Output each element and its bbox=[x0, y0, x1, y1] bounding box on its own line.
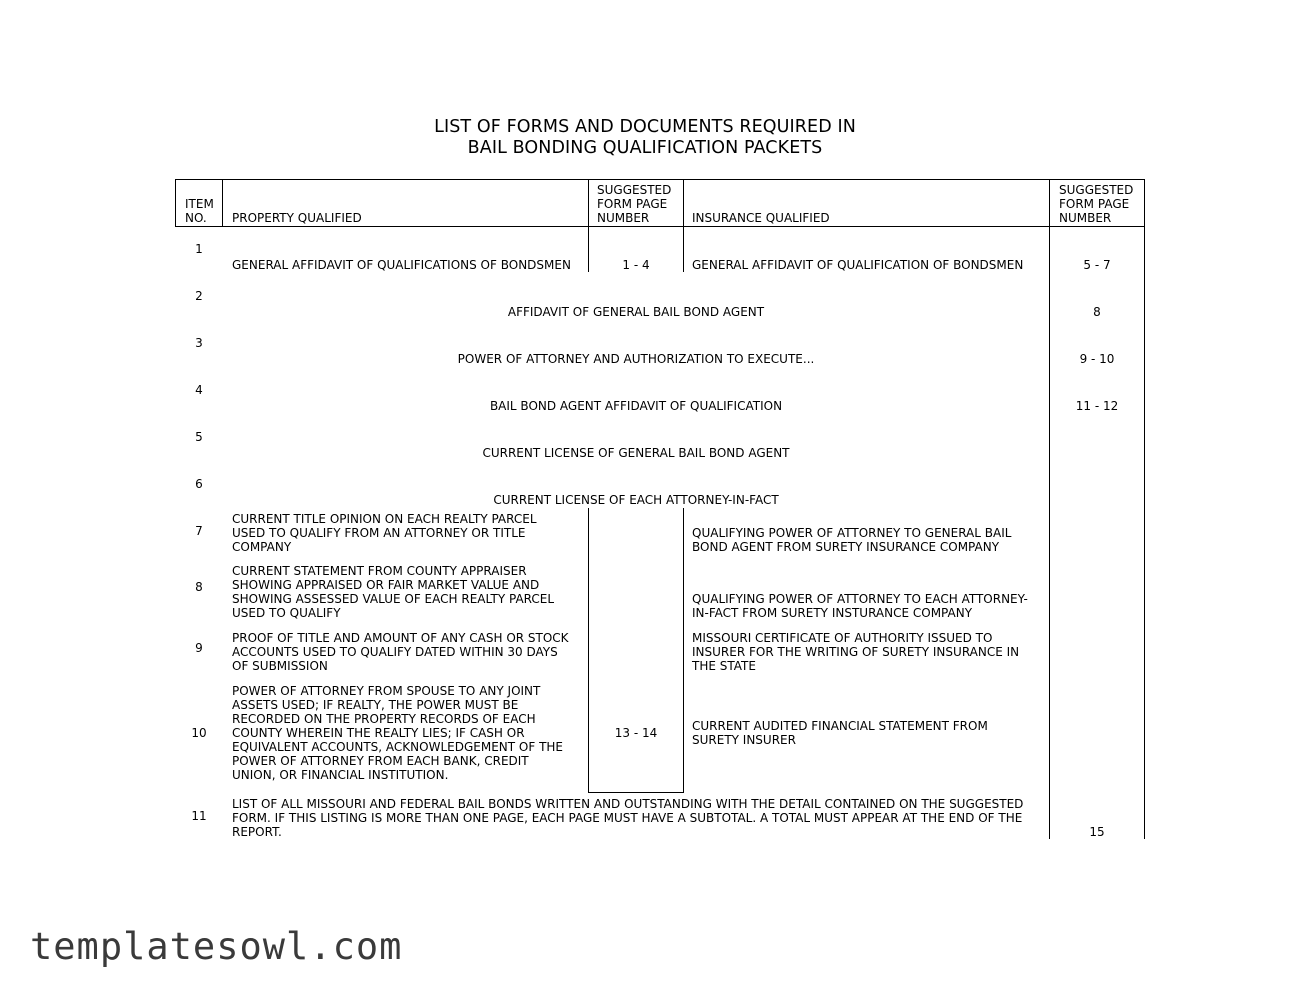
item-number: 1 bbox=[195, 242, 203, 256]
property-form-page: 1 - 4 bbox=[622, 258, 650, 272]
property-requirement: PROOF OF TITLE AND AMOUNT OF ANY CASH OR STOCK ACCOUNTS USED TO QUALIFY DATED WITHIN 30 DAYS OF SUBMISSION bbox=[232, 631, 569, 673]
header-left-border bbox=[175, 179, 176, 227]
insurance-form-page: 15 bbox=[1089, 825, 1105, 839]
property-requirement: CURRENT TITLE OPINION ON EACH REALTY PARCEL USED TO QUALIFY FROM AN ATTORNEY OR TITLE COMPANY bbox=[232, 512, 537, 554]
header-divider-item bbox=[222, 179, 223, 227]
right-page-column-left-border bbox=[1049, 179, 1050, 839]
property-requirement: CURRENT STATEMENT FROM COUNTY APPRAISER SHOWING APPRAISED OR FAIR MARKET VALUE AND SHOWING ASSESSED VALUE OF EACH REALTY PARCEL USED TO QUALIFY bbox=[232, 564, 555, 620]
insurance-requirement: GENERAL AFFIDAVIT OF QUALIFICATION OF BONDSMEN bbox=[692, 258, 1024, 272]
insurance-form-page: 11 - 12 bbox=[1075, 399, 1119, 413]
insurance-requirement: CURRENT AUDITED FINANCIAL STATEMENT FROM SURETY INSURER bbox=[692, 719, 988, 747]
title-line-2: BAIL BONDING QUALIFICATION PACKETS bbox=[467, 138, 823, 158]
header-item-no: ITEM NO. bbox=[185, 197, 214, 225]
combined-requirement: POWER OF ATTORNEY AND AUTHORIZATION TO EXECUTE... bbox=[457, 352, 815, 366]
header-insurance-qualified: INSURANCE QUALIFIED bbox=[692, 211, 830, 225]
combined-requirement: BAIL BOND AGENT AFFIDAVIT OF QUALIFICATION bbox=[489, 399, 783, 413]
property-requirement: GENERAL AFFIDAVIT OF QUALIFICATIONS OF BONDSMEN bbox=[232, 258, 571, 272]
insurance-form-page: 5 - 7 bbox=[1083, 258, 1111, 272]
title-line-1: LIST OF FORMS AND DOCUMENTS REQUIRED IN bbox=[434, 117, 856, 137]
combined-requirement: CURRENT LICENSE OF EACH ATTORNEY-IN-FACT bbox=[493, 493, 779, 507]
header-property-qualified: PROPERTY QUALIFIED bbox=[232, 211, 362, 225]
header-top-border bbox=[175, 179, 1145, 180]
insurance-requirement: QUALIFYING POWER OF ATTORNEY TO GENERAL BAIL BOND AGENT FROM SURETY INSURANCE COMPANY bbox=[692, 526, 1012, 554]
row1-page-right-border bbox=[683, 226, 684, 272]
combined-requirement: CURRENT LICENSE OF GENERAL BAIL BOND AGENT bbox=[482, 446, 790, 460]
property-form-page: 13 - 14 bbox=[614, 726, 658, 740]
document-title bbox=[0, 117, 1290, 159]
header-suggested-form-page-left: SUGGESTED FORM PAGE NUMBER bbox=[597, 183, 672, 225]
insurance-form-page: 9 - 10 bbox=[1079, 352, 1115, 366]
insurance-form-page: 8 bbox=[1093, 305, 1101, 319]
item-number: 3 bbox=[195, 336, 203, 350]
watermark-text: templatesowl.com bbox=[30, 925, 403, 968]
item-number: 5 bbox=[195, 430, 203, 444]
header-suggested-form-page-right: SUGGESTED FORM PAGE NUMBER bbox=[1059, 183, 1134, 225]
combined-requirement: LIST OF ALL MISSOURI AND FEDERAL BAIL BONDS WRITTEN AND OUTSTANDING WITH THE DETAIL CONTAINED ON THE SUGGESTED FORM. IF THIS LISTING IS MORE THAN ONE PAGE, EACH PAGE MUST HAVE A SUBTOTAL. A TOTAL MUST APPEAR AT THE END OF THE REPORT. bbox=[232, 797, 1024, 839]
right-page-column-right-border bbox=[1144, 179, 1145, 839]
item-number: 10 bbox=[191, 726, 207, 740]
item-number: 9 bbox=[195, 641, 203, 655]
property-requirement: POWER OF ATTORNEY FROM SPOUSE TO ANY JOINT ASSETS USED; IF REALTY, THE POWER MUST BE RECORDED ON THE PROPERTY RECORDS OF EACH COUNTY WHEREIN THE REALTY LIES; IF CASH OR EQUIVALENT ACCOUNTS, ACKNOWLEDGEMENT OF THE POWER OF ATTORNEY FROM EACH BANK, CREDIT UNION, OR FINANCIAL INSTITUTION. bbox=[232, 684, 564, 782]
rows-7-10-page-bottom-border bbox=[588, 792, 684, 793]
insurance-requirement: QUALIFYING POWER OF ATTORNEY TO EACH ATTORNEY- IN-FACT FROM SURETY INSTURANCE COMPANY bbox=[692, 592, 1028, 620]
item-number: 7 bbox=[195, 524, 203, 538]
item-number: 11 bbox=[191, 809, 207, 823]
item-number: 6 bbox=[195, 477, 203, 491]
combined-requirement: AFFIDAVIT OF GENERAL BAIL BOND AGENT bbox=[507, 305, 765, 319]
header-divider-page bbox=[683, 179, 684, 227]
item-number: 4 bbox=[195, 383, 203, 397]
header-bottom-border bbox=[175, 226, 1145, 227]
rows-7-10-page-right-border bbox=[683, 508, 684, 793]
header-divider-property bbox=[588, 179, 589, 227]
item-number: 2 bbox=[195, 289, 203, 303]
insurance-requirement: MISSOURI CERTIFICATE OF AUTHORITY ISSUED TO INSURER FOR THE WRITING OF SURETY INSURANCE IN THE STATE bbox=[692, 631, 1020, 673]
rows-7-10-page-left-border bbox=[588, 508, 589, 793]
item-number: 8 bbox=[195, 580, 203, 594]
